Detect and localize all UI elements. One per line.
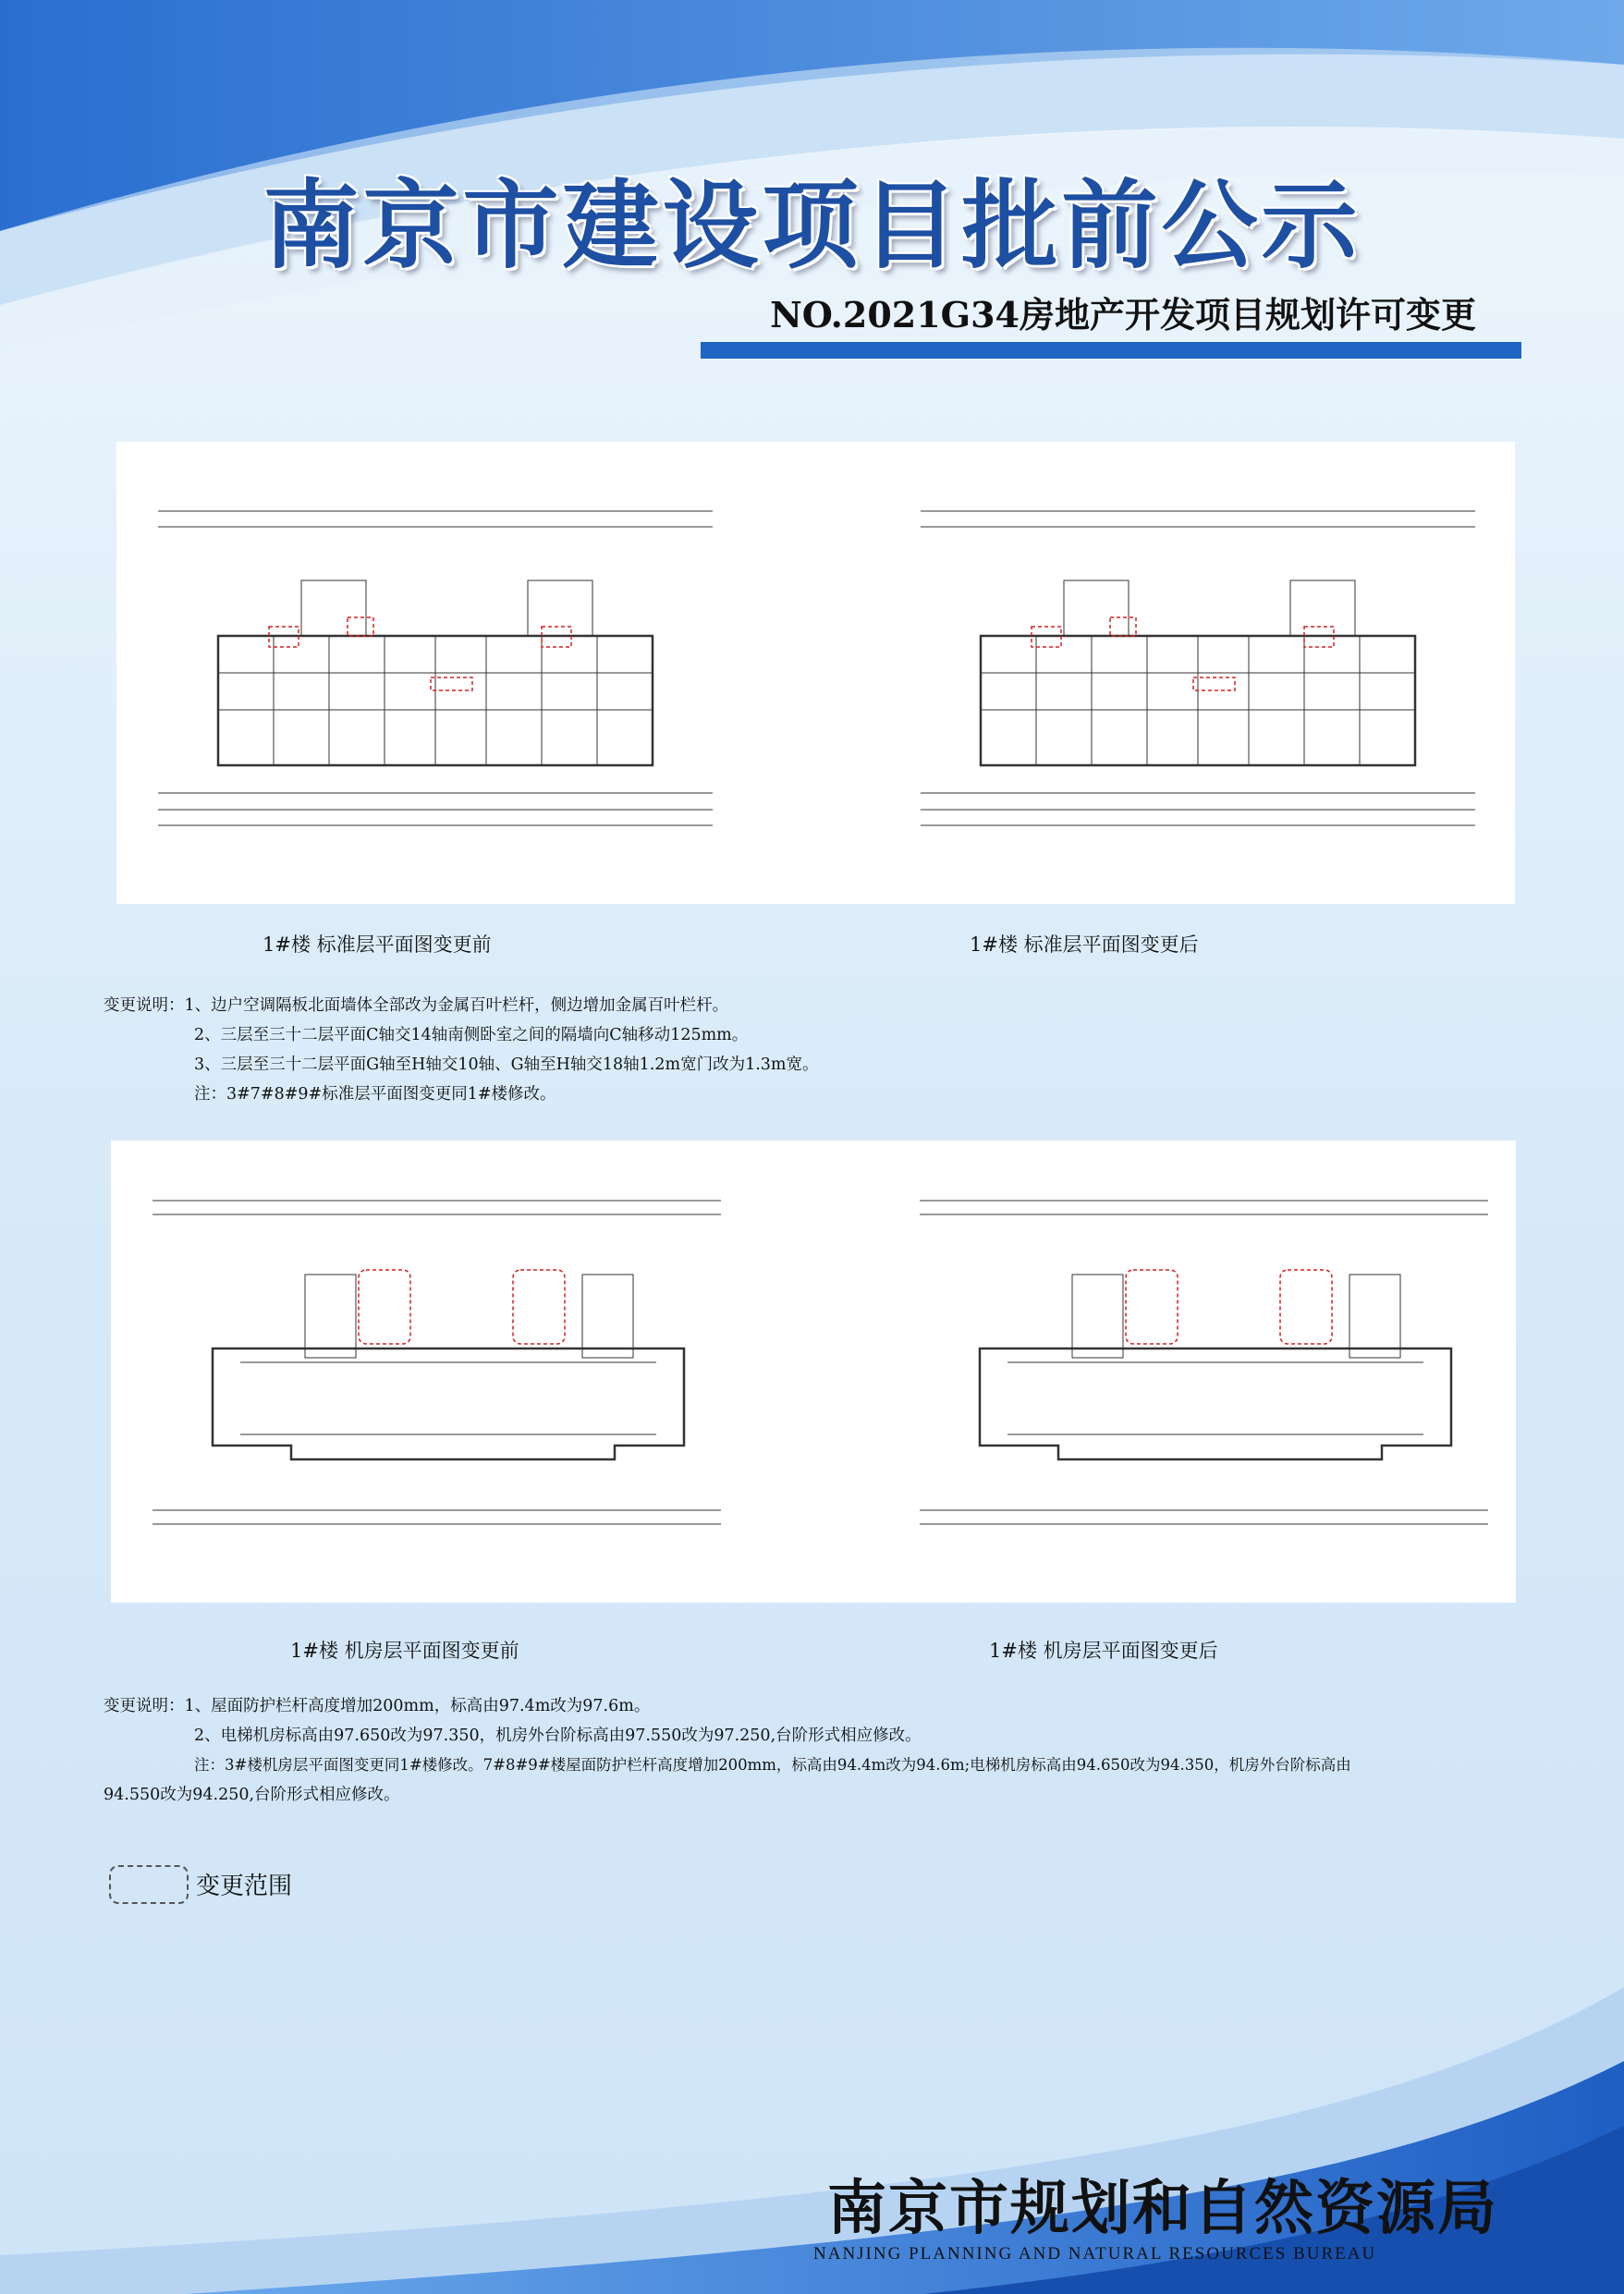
note-line: 2、电梯机房标高由97.650改为97.350，机房外台阶标高由97.550改为97.250,台阶形式相应修改。 xyxy=(194,1727,922,1745)
note-line: 变更说明：1、边户空调隔板北面墙体全部改为金属百叶栏杆，侧边增加金属百叶栏杆。 xyxy=(104,996,729,1015)
note-line: 注：3#楼机房层平面图变更同1#楼修改。7#8#9#楼屋面防护栏杆高度增加200mm，标高由94.4m改为94.6m;电梯机房标高由94.650改为94.350，机房外台阶标高由 xyxy=(194,1756,1351,1774)
note-line: 94.550改为94.250,台阶形式相应修改。 xyxy=(104,1786,400,1804)
change-mark xyxy=(431,677,472,690)
change-mark xyxy=(1110,617,1136,636)
standard-change-notes xyxy=(104,991,819,1109)
plan-standard-after xyxy=(921,511,1475,825)
note-line: 变更说明：1、屋面防护栏杆高度增加200mm，标高由97.4m改为97.6m。 xyxy=(104,1697,651,1715)
plan-machine-before xyxy=(153,1201,721,1524)
machine-change-notes xyxy=(104,1691,1351,1810)
change-mark xyxy=(1126,1270,1178,1344)
plan-standard-before xyxy=(158,511,713,825)
caption-standard-after: 1#楼 标准层平面图变更后 xyxy=(970,933,1199,956)
notice-number: NO.2021G34房地产开发项目规划许可变更 xyxy=(770,294,1476,336)
machine-floor-panel xyxy=(111,1141,1516,1603)
change-scope-legend-label: 变更范围 xyxy=(196,1873,293,1900)
standard-floor-drawings xyxy=(116,442,1515,904)
change-mark xyxy=(348,617,373,636)
caption-standard-before: 1#楼 标准层平面图变更前 xyxy=(263,933,492,956)
bureau-name-english: NANJING PLANNING AND NATURAL RESOURCES BUREAU xyxy=(813,2244,1377,2263)
page-title: 南京市建设项目批前公示 xyxy=(263,168,1361,282)
bureau-name: 南京市规划和自然资源局 xyxy=(827,2174,1498,2243)
plan-machine-after xyxy=(920,1201,1488,1524)
standard-floor-panel xyxy=(116,442,1515,904)
change-mark xyxy=(513,1270,565,1344)
change-scope-legend-swatch xyxy=(109,1865,189,1904)
note-line: 2、三层至三十二层平面C轴交14轴南侧卧室之间的隔墙向C轴移动125mm。 xyxy=(194,1026,749,1044)
caption-machine-after: 1#楼 机房层平面图变更后 xyxy=(989,1640,1218,1662)
change-mark xyxy=(359,1270,410,1344)
change-mark xyxy=(1280,1270,1332,1344)
machine-floor-drawings xyxy=(111,1141,1516,1603)
note-line: 注：3#7#8#9#标准层平面图变更同1#楼修改。 xyxy=(194,1085,556,1104)
note-line: 3、三层至三十二层平面G轴至H轴交10轴、G轴至H轴交18轴1.2m宽门改为1.3m宽。 xyxy=(194,1055,819,1074)
subtitle-underline xyxy=(701,342,1521,359)
caption-machine-before: 1#楼 机房层平面图变更前 xyxy=(290,1640,519,1662)
change-mark xyxy=(1193,677,1235,690)
